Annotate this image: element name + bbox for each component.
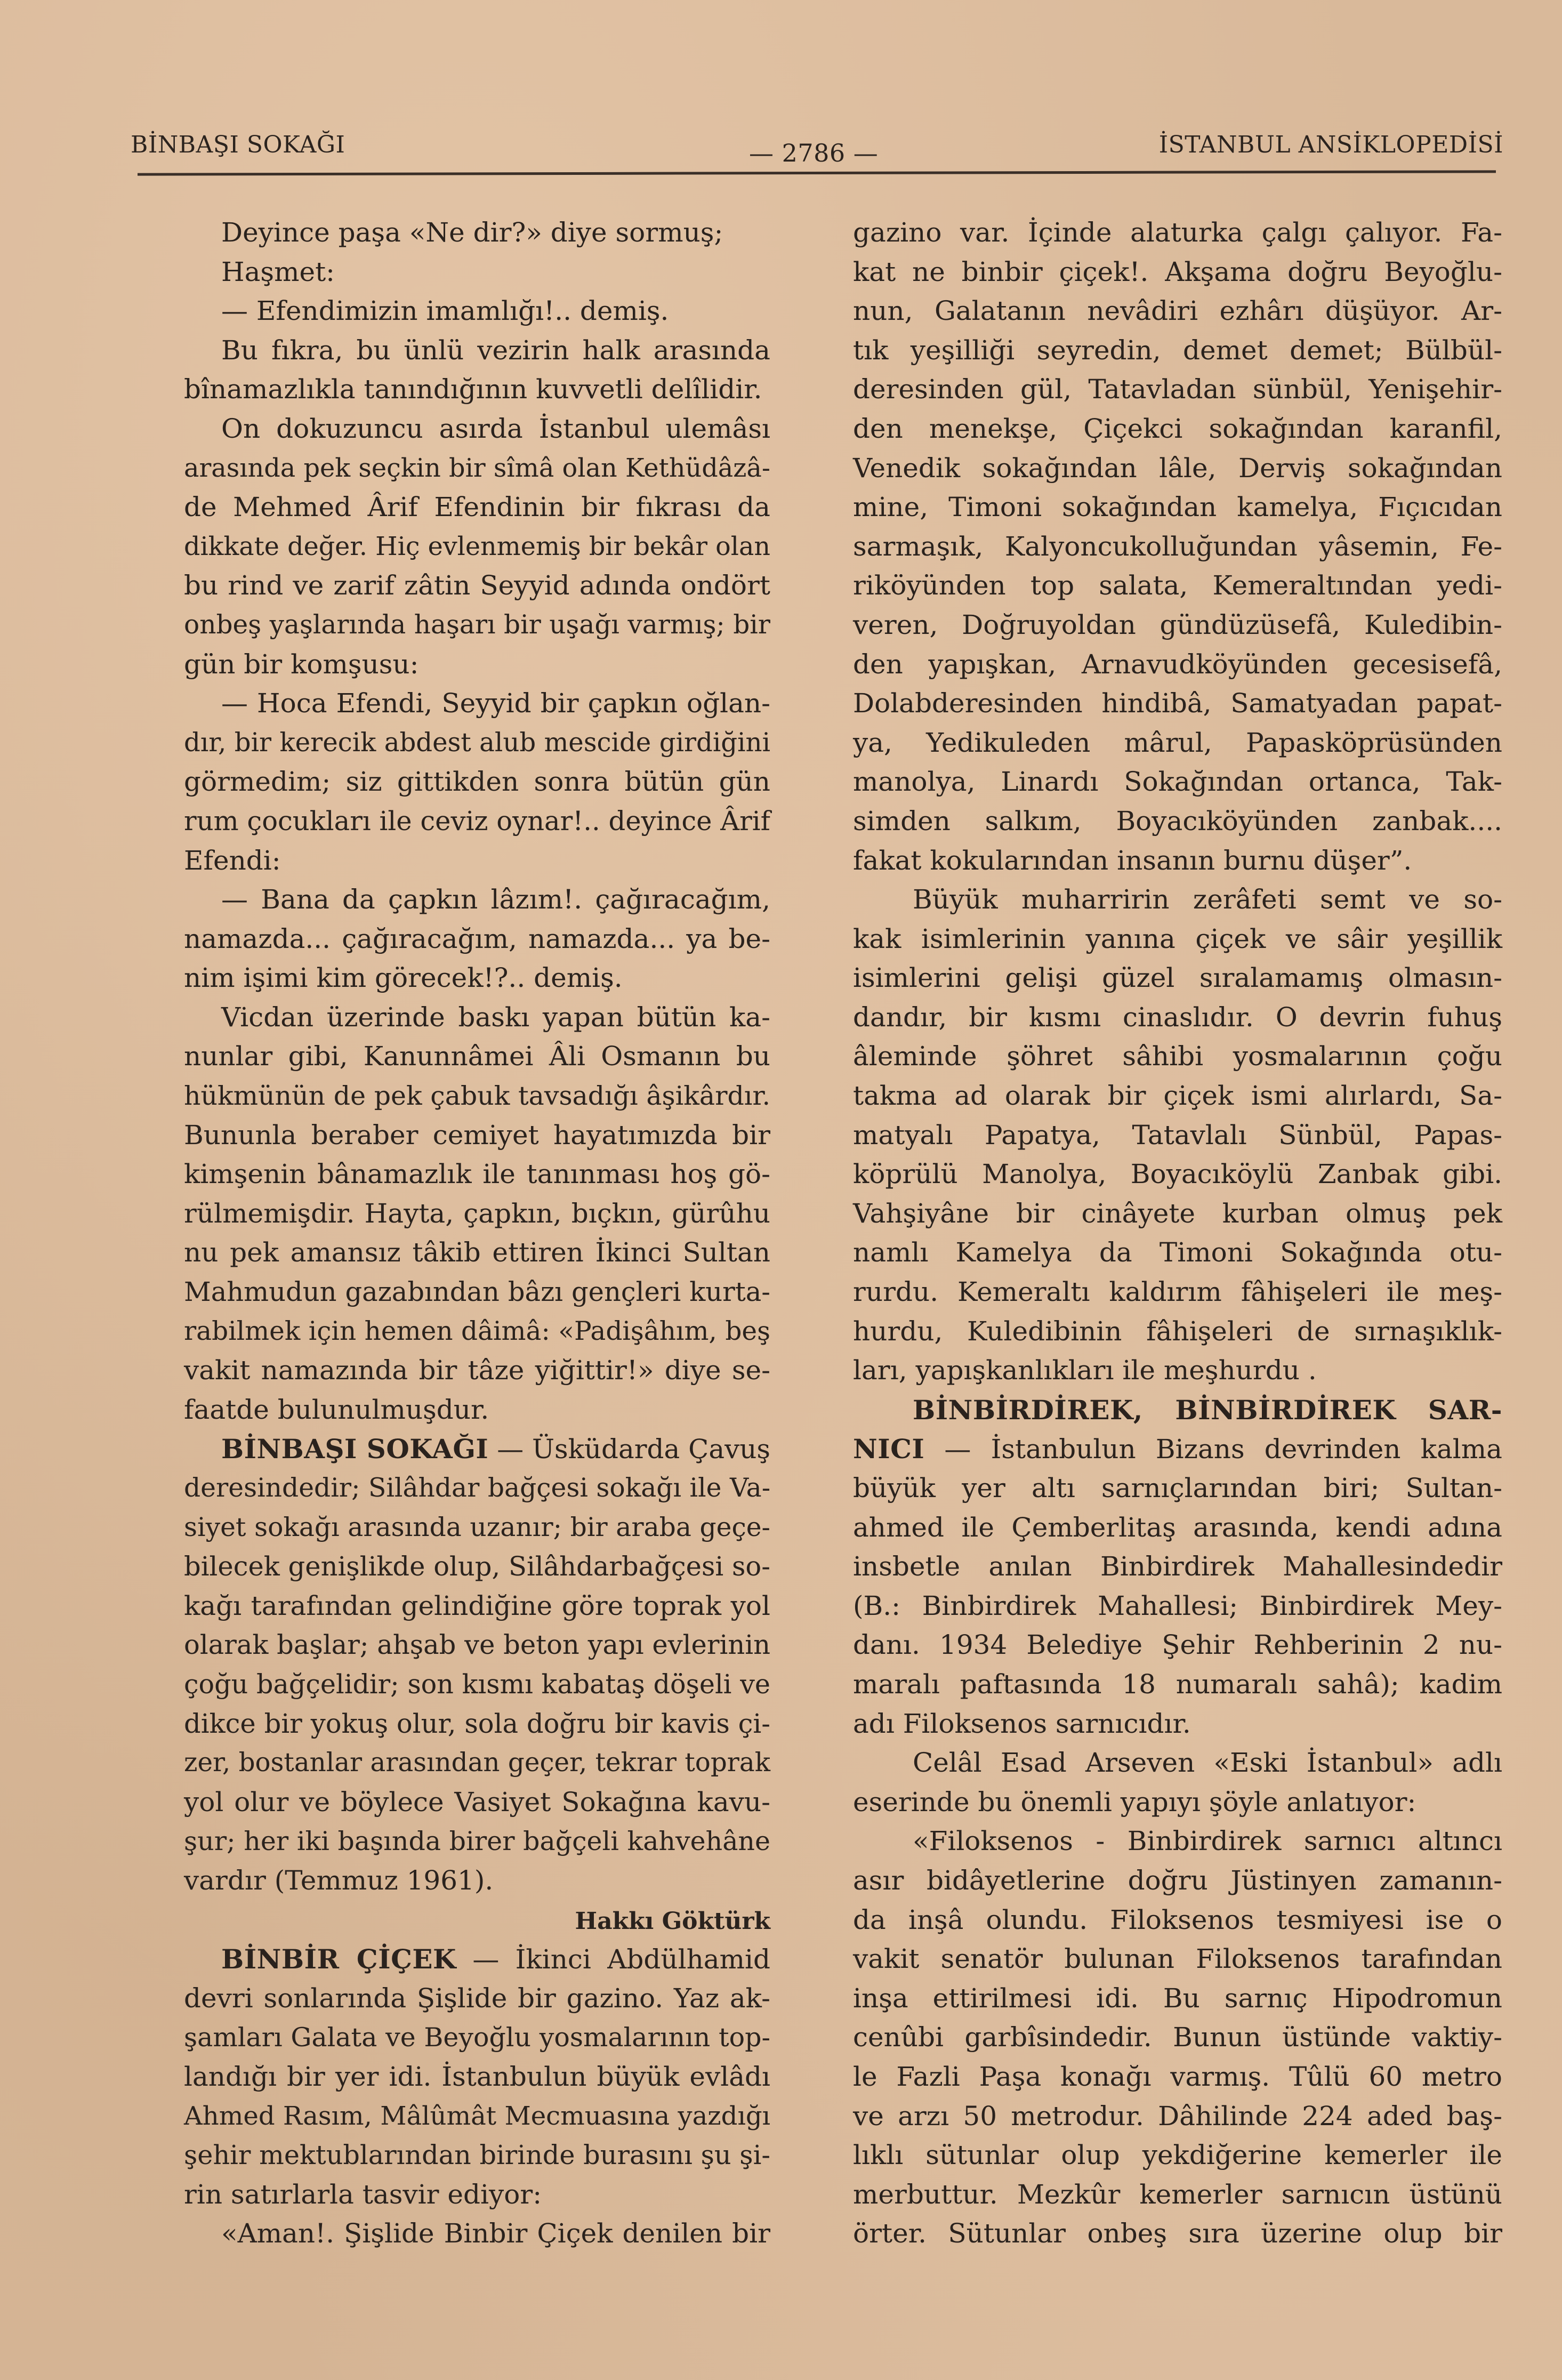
text-line (184, 1351, 770, 1390)
line-text: faatde bulunulmuşdur. (184, 1394, 489, 1425)
line-text: le Fazli Paşa konağı varmış. Tûlü 60 metro (853, 2061, 1502, 2092)
text-line (853, 1469, 1502, 1508)
text-line (184, 645, 770, 685)
text-line (184, 1076, 770, 1116)
line-text: Vahşiyâne bir cinâyete kurban olmuş pek (853, 1197, 1502, 1229)
text-line (853, 1508, 1502, 1548)
text-line (853, 606, 1502, 645)
text-line (853, 1351, 1502, 1390)
line-text: simden salkım, Boyacıköyünden zanbak.... (853, 805, 1502, 837)
text-line (853, 1547, 1502, 1587)
line-text: ya, Yedikuleden mârul, Papasköprüsünden (853, 727, 1502, 758)
text-line (184, 2018, 770, 2057)
line-text: veren, Doğruyoldan gündüzüsefâ, Kuledibin- (853, 609, 1502, 640)
line-text: âleminde şöhret sâhibi yosmalarının çoğu (853, 1041, 1502, 1072)
line-text: nu pek amansız tâkib ettiren İkinci Sultan (184, 1237, 770, 1268)
text-line (184, 880, 770, 920)
text-line (853, 1861, 1502, 1901)
line-text: Dolabderesinden hindibâ, Samatyadan papat- (853, 688, 1502, 719)
line-text: rum çocukları ile ceviz oynar!.. deyince Ârif (184, 805, 770, 837)
line-text: vakit senatör bulunan Filoksenos tarafından (853, 1943, 1502, 1975)
text-line (853, 253, 1502, 292)
text-line (184, 1587, 770, 1626)
line-text: gazino var. İçinde alaturka çalgı çalıyor. Fa- (853, 217, 1502, 248)
line-text: ahmed ile Çemberlitaş arasında, kendi adına (853, 1511, 1502, 1543)
text-line (853, 1155, 1502, 1194)
line-text: den yapışkan, Arnavudköyünden gecesisefâ, (853, 648, 1502, 680)
text-line (853, 292, 1502, 331)
text-line (184, 1901, 770, 1940)
line-text: — Efendimizin imamlığı!.. demiş. (221, 295, 669, 327)
line-text: Büyük muharririn zerâfeti semt ve so- (913, 884, 1502, 915)
text-line (853, 527, 1502, 567)
entry-headword: BİNBİRDİREK, BİNBİRDİREK SAR- (913, 1394, 1502, 1426)
text-line (853, 1783, 1502, 1822)
text-line (184, 1194, 770, 1234)
text-line (184, 488, 770, 527)
line-text: şur; her iki başında birer bağçeli kahvehâne (184, 1826, 770, 1857)
line-text: onbeş yaşlarında haşarı bir uşağı varmış; bir (184, 609, 770, 640)
text-line (853, 213, 1502, 253)
text-line (853, 1194, 1502, 1234)
text-line (184, 1547, 770, 1587)
text-line (853, 1429, 1502, 1469)
line-text: mine, Timoni sokağından kamelya, Fıçıcıdan (853, 492, 1502, 523)
text-line (184, 2057, 770, 2097)
text-line (184, 2175, 770, 2215)
line-text: şamları Galata ve Beyoğlu yosmalarının top- (184, 2022, 770, 2053)
text-line (853, 802, 1502, 841)
line-text: kağı tarafından gelindiğine göre toprak yol (184, 1590, 770, 1621)
text-line (853, 409, 1502, 449)
running-head (131, 131, 1503, 168)
text-line (184, 1155, 770, 1194)
line-text: Efendi: (184, 845, 281, 876)
text-line (184, 802, 770, 841)
text-line (184, 331, 770, 371)
text-line (853, 1665, 1502, 1704)
line-text: zer, bostanlar arasından geçer, tekrar toprak (184, 1748, 770, 1778)
entry-headword: BİNBİR ÇİÇEK (221, 1943, 456, 1975)
line-text: görmedim; siz gittikden sonra bütün gün (184, 766, 770, 798)
line-text: insbetle anılan Binbirdirek Mahallesindedir (853, 1551, 1502, 1582)
text-line (853, 684, 1502, 723)
line-text: rabilmek için hemen dâimâ: «Padişâhım, beş (184, 1316, 770, 1346)
text-line (853, 1704, 1502, 1744)
text-line (184, 1861, 770, 1901)
line-text: deresinden gül, Tatavladan sünbül, Yenişehir- (853, 374, 1502, 405)
text-line (853, 920, 1502, 959)
line-text: siyet sokağı arasında uzanır; bir araba geçe- (184, 1512, 770, 1542)
text-line (853, 2097, 1502, 2136)
line-text: «Filoksenos - Binbirdirek sarnıcı altıncı (913, 1826, 1502, 1857)
text-line (853, 1037, 1502, 1076)
line-text: deresindedir; Silâhdar bağçesi sokağı ile Va- (184, 1473, 771, 1503)
line-text: dandır, bir kısmı cinaslıdır. O devrin fuhuş (853, 1001, 1502, 1033)
left-column (184, 213, 770, 2254)
text-line (184, 841, 770, 881)
line-text: den menekşe, Çiçekci sokağından karanfil, (853, 413, 1502, 444)
entry-headword: NICI (853, 1433, 925, 1465)
text-line (184, 1429, 770, 1469)
text-line (184, 292, 770, 331)
line-text: matyalı Papatya, Tatavlalı Sünbül, Papas- (853, 1119, 1502, 1151)
line-text: Deyince paşa «Ne dir?» diye sormuş; (221, 217, 723, 248)
line-text: — Hoca Efendi, Seyyid bir çapkın oğlan- (221, 688, 770, 719)
line-text: Vicdan üzerinde baskı yapan bütün ka- (221, 1001, 770, 1033)
line-text: «Aman!. Şişlide Binbir Çiçek denilen bir (221, 2218, 770, 2249)
text-line (184, 527, 770, 567)
text-line (184, 566, 770, 606)
text-line (184, 2097, 770, 2136)
text-line (853, 998, 1502, 1038)
line-text: kak isimlerinin yanına çiçek ve sâir yeşillik (853, 923, 1502, 954)
text-line (853, 1743, 1502, 1783)
line-text: adı Filoksenos sarnıcıdır. (853, 1708, 1191, 1739)
text-line (184, 1822, 770, 1861)
line-text: merbuttur. Mezkûr kemerler sarnıcın üstünü (853, 2178, 1502, 2210)
line-text: kat ne binbir çiçek!. Akşama doğru Beyoğlu- (853, 256, 1502, 287)
line-text: manolya, Linardı Sokağından ortanca, Tak- (853, 766, 1502, 798)
line-text: nim işimi kim görecek!?.. demiş. (184, 962, 623, 994)
text-line (184, 409, 770, 449)
line-text: lıklı sütunlar olup yekdiğerine kemerler ile (853, 2140, 1502, 2171)
line-text: namazda... çağıracağım, namazda... ya be- (184, 923, 770, 954)
text-line (853, 488, 1502, 527)
text-line (853, 449, 1502, 488)
text-line (853, 841, 1502, 881)
line-text: yol olur ve böylece Vasiyet Sokağına kavu- (184, 1786, 770, 1818)
line-text: isimlerini gelişi güzel sıralamamış olmasın- (853, 962, 1502, 994)
text-line (853, 1233, 1502, 1273)
line-text: fakat kokularından insanın burnu düşer”. (853, 845, 1412, 876)
line-text: dikkate değer. Hiç evlenmemiş bir bekâr olan (184, 532, 770, 561)
line-text: sarmaşık, Kalyoncukolluğundan yâsemin, Fe- (853, 530, 1502, 562)
text-line (853, 1273, 1502, 1312)
line-text: bu rind ve zarif zâtin Seyyid adında ondört (184, 570, 770, 601)
text-line (853, 370, 1502, 409)
line-text: vakit namazında bir tâze yiğittir!» diye se- (184, 1355, 770, 1386)
text-line (184, 449, 770, 488)
line-text: köprülü Manolya, Boyacıköylü Zanbak gibi. (853, 1159, 1502, 1190)
line-text: hükmünün de pek çabuk tavsadığı âşikârdır. (184, 1081, 770, 1112)
text-line (853, 1116, 1502, 1155)
line-text: Bu fıkra, bu ünlü vezirin halk arasında (221, 334, 770, 366)
line-text: inşa ettirilmesi idi. Bu sarnıç Hipodromun (853, 1982, 1502, 2014)
text-line (184, 2136, 770, 2175)
text-line (853, 331, 1502, 371)
line-text: da inşâ olundu. Filoksenos tesmiyesi ise o (853, 1904, 1502, 1935)
line-text: Ahmed Rasım, Mâlûmât Mecmuasına yazdığı (184, 2101, 771, 2131)
running-head-title: BİNBAŞI SOKAĞI (131, 131, 345, 158)
line-text: Venedik sokağından lâle, Derviş sokağından (853, 452, 1502, 484)
line-text: asır bidâyetlerine doğru Jüstinyen zamanın- (853, 1864, 1502, 1896)
line-text: On dokuzuncu asırda İstanbul ulemâsı (221, 413, 770, 444)
line-text: danı. 1934 Belediye Şehir Rehberinin 2 nu- (853, 1629, 1502, 1661)
text-line (184, 1626, 770, 1665)
text-line (853, 1940, 1502, 1979)
text-line (184, 762, 770, 802)
text-line (853, 2214, 1502, 2254)
line-text: tık yeşilliği seyredin, demet demet; Bülbül- (853, 334, 1502, 366)
text-line (853, 2175, 1502, 2215)
line-text: dikce bir yokuş olur, sola doğru bir kavis çi- (184, 1708, 770, 1739)
line-text: takma ad olarak bir çiçek ismi alırlardı, Sa- (853, 1080, 1502, 1112)
line-text: eserinde bu önemli yapıyı şöyle anlatıyor: (853, 1786, 1416, 1818)
line-text: Mahmudun gazabından bâzı gençleri kurta- (184, 1276, 770, 1308)
text-line (184, 998, 770, 1038)
text-line (184, 1665, 770, 1704)
text-line (184, 1273, 770, 1312)
text-line (184, 1469, 770, 1508)
line-text: bînamazlıkla tanındığının kuvvetli delîlidir. (184, 374, 762, 405)
text-line (184, 606, 770, 645)
line-text: rurdu. Kemeraltı kaldırım fâhişeleri ile meş- (853, 1276, 1502, 1308)
text-line (184, 370, 770, 409)
line-text: hurdu, Kuledibinin fâhişeleri de sırnaşıklık- (853, 1315, 1502, 1347)
line-text: — İkinci Abdülhamid (456, 1944, 770, 1975)
text-line (853, 1076, 1502, 1116)
entry-headword: BİNBAŞI SOKAĞI (221, 1433, 489, 1465)
text-line (853, 2018, 1502, 2057)
text-line (184, 1312, 770, 1352)
line-text: — Üsküdarda Çavuş (488, 1434, 770, 1465)
text-line (853, 645, 1502, 685)
text-line (184, 920, 770, 959)
line-text: arasında pek seçkin bir sîmâ olan Kethüdâzâ- (184, 453, 770, 483)
line-text: nun, Galatanın nevâdiri ezhârı düşüyor. Ar- (853, 295, 1502, 327)
line-text: nunlar gibi, Kanunnâmei Âli Osmanın bu (184, 1041, 770, 1072)
text-line (853, 1901, 1502, 1940)
line-text: landığı bir yer idi. İstanbulun büyük evlâdı (184, 2061, 770, 2092)
line-text: riköyünden top salata, Kemeraltından yedi- (853, 570, 1502, 601)
text-line (184, 1116, 770, 1155)
line-text: Haşmet: (221, 256, 335, 287)
line-text: maralı paftasında 18 numaralı sahâ); kadim (853, 1668, 1502, 1700)
text-line (184, 1783, 770, 1822)
text-line (184, 1508, 770, 1548)
text-line (853, 1587, 1502, 1626)
line-text: ve arzı 50 metrodur. Dâhilinde 224 aded baş- (853, 2100, 1502, 2132)
line-text: gün bir komşusu: (184, 648, 419, 680)
text-line (853, 566, 1502, 606)
line-text: büyük yer altı sarnıçlarından biri; Sultan- (853, 1473, 1502, 1503)
publication-title: İSTANBUL ANSİKLOPEDİSİ (1158, 131, 1503, 158)
text-line (184, 1940, 770, 1979)
line-text: çoğu bağçelidir; son kısmı kabataş döşeli ve (184, 1668, 770, 1700)
line-text: bilecek genişlikde olup, Silâhdarbağçesi so- (184, 1551, 770, 1582)
page-number: — 2786 — (749, 139, 879, 167)
text-line (184, 1704, 770, 1744)
line-text: — Bana da çapkın lâzım!. çağıracağım, (221, 884, 770, 915)
line-text: cenûbi garbîsindedir. Bunun üstünde vaktiy- (853, 2022, 1502, 2053)
line-text: kimşenin bânamazlık ile tanınması hoş gö- (184, 1159, 770, 1190)
line-text: dır, bir kerecik abdest alub mescide girdiğini (184, 727, 770, 758)
text-line (853, 762, 1502, 802)
author-signature: Hakkı Göktürk (575, 1907, 770, 1935)
line-text: — İstanbulun Bizans devrinden kalma (924, 1434, 1502, 1465)
text-line (853, 1822, 1502, 1861)
line-text: devri sonlarında Şişlide bir gazino. Yaz ak- (184, 1982, 770, 2014)
text-line (853, 959, 1502, 998)
line-text: (B.: Binbirdirek Mahallesi; Binbirdirek Mey- (853, 1590, 1502, 1621)
text-line (184, 1979, 770, 2019)
text-line (184, 723, 770, 763)
right-column (853, 213, 1502, 2254)
text-line (184, 684, 770, 723)
line-text: ları, yapışkanlıkları ile meşhurdu . (853, 1355, 1317, 1386)
header-rule (138, 170, 1496, 175)
line-text: vardır (Temmuz 1961). (184, 1864, 494, 1896)
text-line (853, 1390, 1502, 1430)
text-line (853, 1312, 1502, 1352)
text-line (853, 1626, 1502, 1665)
line-text: rin satırlarla tasvir ediyor: (184, 2178, 542, 2210)
line-text: namlı Kamelya da Timoni Sokağında otu- (853, 1237, 1502, 1268)
line-text: de Mehmed Ârif Efendinin bir fıkrası da (184, 492, 770, 523)
text-line (184, 1743, 770, 1783)
text-line (853, 880, 1502, 920)
line-text: Celâl Esad Arseven «Eski İstanbul» adlı (913, 1747, 1502, 1779)
line-text: rülmemişdir. Hayta, çapkın, bıçkın, gürûhu (184, 1197, 770, 1229)
line-text: Bununla beraber cemiyet hayatımızda bir (184, 1119, 770, 1151)
text-line (184, 253, 770, 292)
text-line (184, 1037, 770, 1076)
text-line (853, 1979, 1502, 2019)
line-text: şehir mektublarından birinde burasını şu şi- (184, 2140, 770, 2171)
text-line (853, 2136, 1502, 2175)
text-line (184, 959, 770, 998)
line-text: olarak başlar; ahşab ve beton yapı evlerinin (184, 1629, 770, 1661)
text-line (853, 2057, 1502, 2097)
text-line (184, 1390, 770, 1430)
text-line (184, 213, 770, 253)
text-line (184, 2214, 770, 2254)
line-text: örter. Sütunlar onbeş sıra üzerine olup bir (853, 2218, 1502, 2249)
text-line (853, 723, 1502, 763)
text-line (184, 1233, 770, 1273)
